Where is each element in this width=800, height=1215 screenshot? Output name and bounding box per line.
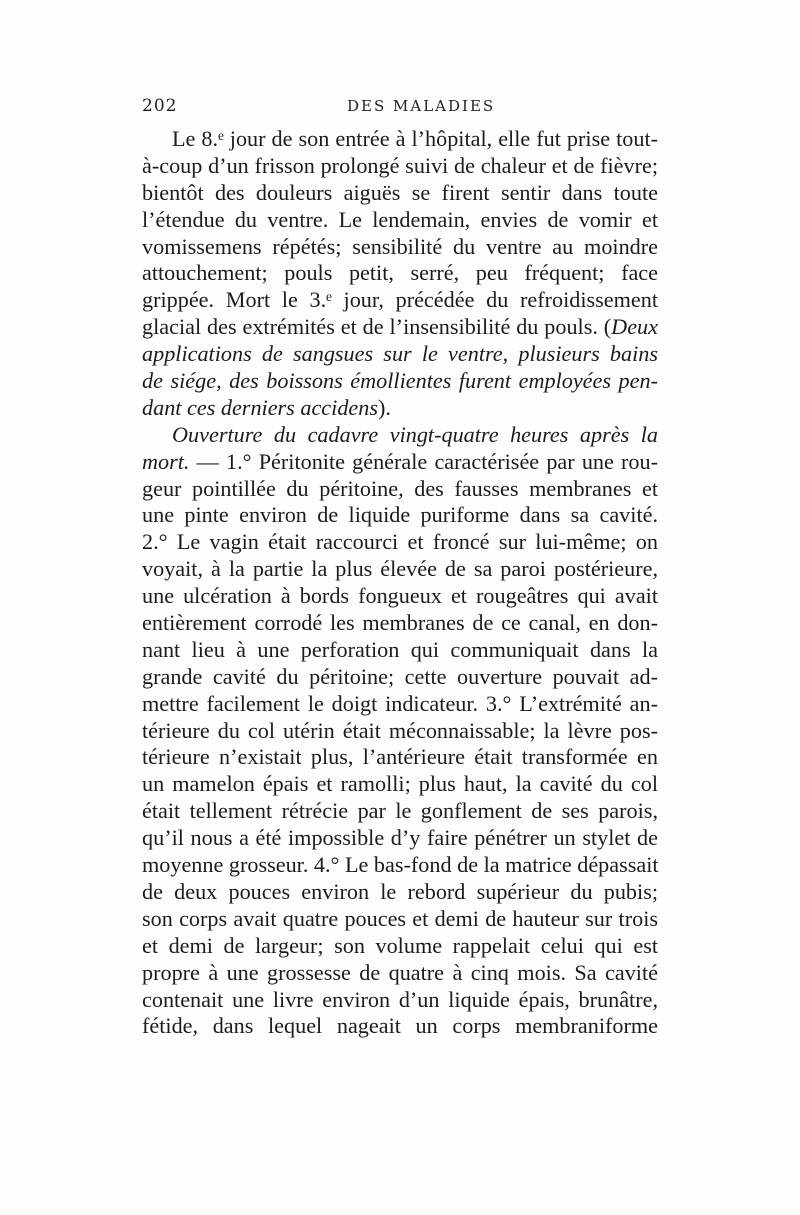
text-segment: ). [378, 394, 391, 420]
text-segment: grippée. Mort le 3.ᵉ jour, précédée du refroidissement [142, 287, 658, 313]
page-number: 202 [142, 96, 178, 116]
text-line [142, 126, 658, 153]
italic-text: applications de sangsues sur le ventre, plusieurs bains [142, 341, 658, 367]
text-segment: voyait, à la partie la plus élevée de sa paroi postérieure, [142, 556, 658, 582]
text-segment: glacial des extrémités et de l’insensibilité du pouls. ( [142, 314, 612, 340]
text-segment: mettre facilement le doigt indicateur. 3.° L’extrémité an- [142, 690, 658, 716]
text-line [142, 314, 658, 341]
text-segment: une pinte environ de liquide puriforme dans sa cavité. [142, 502, 658, 528]
text-segment: à-coup d’un frisson prolongé suivi de chaleur et de fièvre; [142, 152, 658, 178]
text-line [142, 987, 658, 1014]
text-segment: propre à une grossesse de quatre à cinq mois. Sa cavité [142, 959, 658, 985]
text-line [142, 180, 658, 207]
italic-text: dant ces derniers accidens [142, 394, 378, 420]
text-segment: moyenne grosseur. 4.° Le bas-fond de la matrice dépassait [142, 852, 659, 878]
italic-text: de siége, des boissons émollientes furent employées pen- [142, 368, 658, 394]
text-line [142, 825, 658, 852]
text-segment: nant lieu à une perforation qui communiquait dans la [142, 636, 658, 662]
text-segment: fétide, dans lequel nageait un corps membraniforme [142, 1013, 658, 1039]
text-segment: une ulcération à bords fongueux et rougeâtres qui avait [142, 583, 658, 609]
italic-text: Deux [611, 314, 658, 340]
text-segment: attouchement; pouls petit, serré, peu fréquent; face [142, 260, 658, 286]
text-line [142, 153, 658, 180]
text-line [142, 718, 658, 745]
text-line [142, 449, 658, 476]
text-segment: et demi de largeur; son volume rappelait celui qui est [142, 932, 658, 958]
text-line [142, 637, 658, 664]
text-segment: grande cavité du péritoine; cette ouverture pouvait ad- [142, 663, 658, 689]
text-segment: entièrement corrodé les membranes de ce canal, en don- [142, 610, 658, 636]
text-line [142, 771, 658, 798]
italic-text: Ouverture du cadavre vingt-quatre heures après la [172, 421, 658, 447]
text-segment: vomissemens répétés; sensibilité du ventre au moindre [142, 233, 658, 259]
text-segment: Le 8.ᵉ jour de son entrée à l’hôpital, elle fut prise tout- [172, 126, 658, 151]
text-line [142, 691, 658, 718]
text-line [142, 287, 658, 314]
text-line [142, 933, 658, 960]
text-segment: térieure n’existait plus, l’antérieure était transformée en [142, 744, 658, 770]
text-line [142, 260, 658, 287]
text-line [142, 744, 658, 771]
text-line [142, 960, 658, 987]
italic-text: mort. [142, 448, 190, 474]
text-segment: était tellement rétrécie par le gonflement de ses parois, [142, 798, 658, 824]
text-segment: de deux pouces environ le rebord supérieur du pubis; [142, 878, 658, 904]
text-segment: l’étendue du ventre. Le lendemain, envies de vomir et [142, 206, 658, 232]
text-line [142, 610, 658, 637]
text-segment: bientôt des douleurs aiguës se firent sentir dans toute [142, 179, 658, 205]
text-line [142, 207, 658, 234]
text-segment: geur pointillée du péritoine, des fausses membranes et [142, 475, 658, 501]
text-segment: 2.° Le vagin était raccourci et froncé sur lui-même; on [142, 529, 658, 555]
text-line [142, 906, 658, 933]
text-segment: — 1.° Péritonite générale caractérisée par une rou- [189, 448, 658, 474]
text-line [142, 341, 658, 368]
text-line [142, 664, 658, 691]
text-line [142, 529, 658, 556]
text-line [142, 556, 658, 583]
text-line [142, 583, 658, 610]
body-text [142, 126, 658, 1040]
text-line [142, 476, 658, 503]
text-line [142, 368, 658, 395]
text-line [142, 1013, 658, 1040]
text-line [142, 502, 658, 529]
text-segment: qu’il nous a été impossible d’y faire pénétrer un stylet de [142, 825, 658, 851]
text-line [142, 852, 658, 879]
running-head: DES MALADIES [347, 97, 496, 115]
text-line [142, 879, 658, 906]
text-line [142, 395, 658, 422]
text-segment: contenait une livre environ d’un liquide épais, brunâtre, [142, 986, 658, 1012]
text-segment: un mamelon épais et ramolli; plus haut, la cavité du col [142, 771, 658, 797]
text-segment: son corps avait quatre pouces et demi de hauteur sur trois [142, 905, 658, 931]
page-header [142, 96, 658, 120]
text-line [142, 798, 658, 825]
text-line [142, 422, 658, 449]
text-line [142, 234, 658, 261]
text-segment: térieure du col utérin était méconnaissable; la lèvre pos- [142, 717, 658, 743]
